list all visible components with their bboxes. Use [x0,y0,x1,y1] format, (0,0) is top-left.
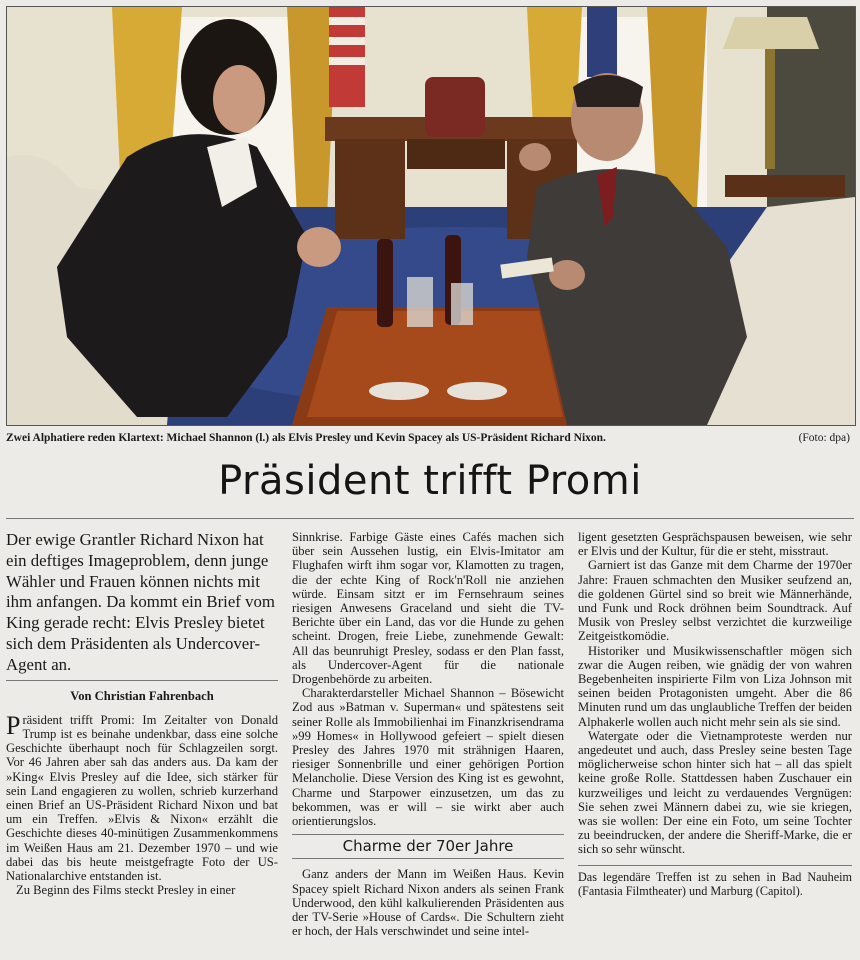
paragraph-4-cont [578,530,852,558]
paragraph-4-start [292,867,564,938]
paragraph-2-start [6,883,278,897]
paragraph-7: Watergate oder die Vietnamproteste werden nur angedeutet und auch, dass Presley seine besten Tage möglicherweise schon hinter sich hat – all das spielt keine große Rolle. Stattdessen haben Zuschauer ein kurzweiliges und leicht zu verdauendes Vergnügen: Sie sehen zwei Männern dabei zu, wie sie kriegen, was sie wollen: Der eine ein Foto, um seine Tochter zu beeindrucken, der andere die Sheriff-Marke, die er sich so sehr wünscht. [578,728,852,857]
screening-note: Das legendäre Treffen ist zu sehen in Bad Nauheim (Fantasia Filmtheater) und Marburg (Capitol). [578,865,852,898]
caption-text: Zwei Alphatiere reden Klartext: Michael Shannon (l.) als Elvis Presley und Kevin Spacey als US-Präsident Richard Nixon. [6,432,606,444]
byline: Von Christian Fahrenbach [70,688,214,703]
headline: Präsident trifft Promi [218,458,642,504]
paragraph-6: Historiker und Musikwissenschaftler mögen sich zwar die Augen reiben, wie gnädig der von wahren Begebenheiten inspirierte Film von Liza Johnson mit seinen beiden Protagonisten umgeht. Aber die 86 Minuten rund um das unglaubliche Treffen der beiden Alphakerle wollen auch nicht mehr sein als sie sind. [578,643,852,729]
photo-caption [6,428,854,448]
paragraph-4-cont-text: ligent gesetzten Gesprächspausen beweisen, wie sehr er Elvis und der Kultur, für die er steht, misstraut. [578,530,852,559]
paragraph-2-cont-text: Sinnkrise. Farbige Gäste eines Cafés machen sich über sein Aussehen lustig, ein Elvis-Imitator am Flughafen wirft ihm sogar vor, Klamotten zu tragen, die der echte King of Rock'n'Roll nie anziehen würde. Einsam sitzt er im Fernsehraum seines riesigen Anwesens Graceland und sieht die TV-Berichte über ein Land, das vor die Hunde zu gehen scheint. Drogen, freie Liebe, zunehmende Gewalt: All das beunruhigt Presley, sodass er den Plan fasst, als Undercover-Agent für die nationale Drogenbehörde zu arbeiten. [292,530,564,687]
paragraph-4-text: Ganz anders der Mann im Weißen Haus. Kevin Spacey spielt Richard Nixon anders als seinen Frank Underwood, den kühl kalkulierenden Präsidenten aus der TV-Serie »House of Cards«. Die Schultern zieht er hoch, der Hals verschwindet und seine intel- [292,867,564,939]
drop-cap: P [6,710,21,740]
photo-scene [7,7,855,425]
subhead-box [292,834,564,859]
paragraph-2-text: Zu Beginn des Films steckt Presley in einer [16,883,236,898]
column-1 [6,530,278,897]
photo-credit: (Foto: dpa) [798,432,850,444]
column-3 [578,530,852,898]
paragraph-2-cont [292,530,564,686]
headline-rule [6,518,854,519]
paragraph-3: Charakterdarsteller Michael Shannon – Bösewicht Zod aus »Batman v. Superman« und spätestens seit seiner Rolle als Immobilienhai im Finanzkrisendrama »99 Homes« in Hollywood gefeiert – spielt diesen Presley des Jahres 1970 mit strähnigen Haaren, riesiger Sonnenbrille und einer gehörigen Portion Melancholie. Diese Version des King ist es gewohnt, Charme und Starpower einzusetzen, um das zu bekommen, was er will – sie wirkt aber auch orientierungslos. [292,686,564,829]
paragraph-1-text: räsident trifft Promi: Im Zeitalter von Donald Trump ist es beinahe undenkbar, dass eine solche Geschichte überhaupt noch für Schlagzeilen sorgt. Vor 46 Jahren aber sah das anders aus. Da kam der »King« Elvis Presley auf die Idee, sich stärker für sein Land engagieren zu wollen, schrieb kurzerhand einen Brief an US-Präsident Richard Nixon und bat um ein Treffen. »Elvis & Nixon« erzählt die Geschichte dieses 40-minütigen Zusammenkommens im Weißen Haus am 21. Dezember 1970 – und wie dabei das bis heute meistgefragte Foto der US-Nationalarchive entstanden ist. [6,712,278,884]
paragraph-1 [6,710,278,884]
byline-rule [6,680,278,681]
lead-paragraph: Der ewige Grantler Richard Nixon hat ein deftiges Imageproblem, denn junge Wähler und Frauen können nichts mit ihm anfangen. Da kommt ein Brief vom King gerade recht: Elvis Presley bietet sich dem Präsidenten als Undercover-Agent an. [6,530,275,674]
column-2 [292,530,564,938]
paragraph-5: Garniert ist das Ganze mit dem Charme der 1970er Jahre: Frauen schmachten den Musiker seufzend an, die goldenen Gürtel sind so breit wie Männerhände, und Funk und Rock dröhnen beim Soundtrack. Auf Musik von Presley selbst verzichtet die kurzweilige Zeitgeistkomödie. [578,558,852,644]
subhead: Charme der 70er Jahre [342,837,514,856]
article-photo [6,6,856,426]
